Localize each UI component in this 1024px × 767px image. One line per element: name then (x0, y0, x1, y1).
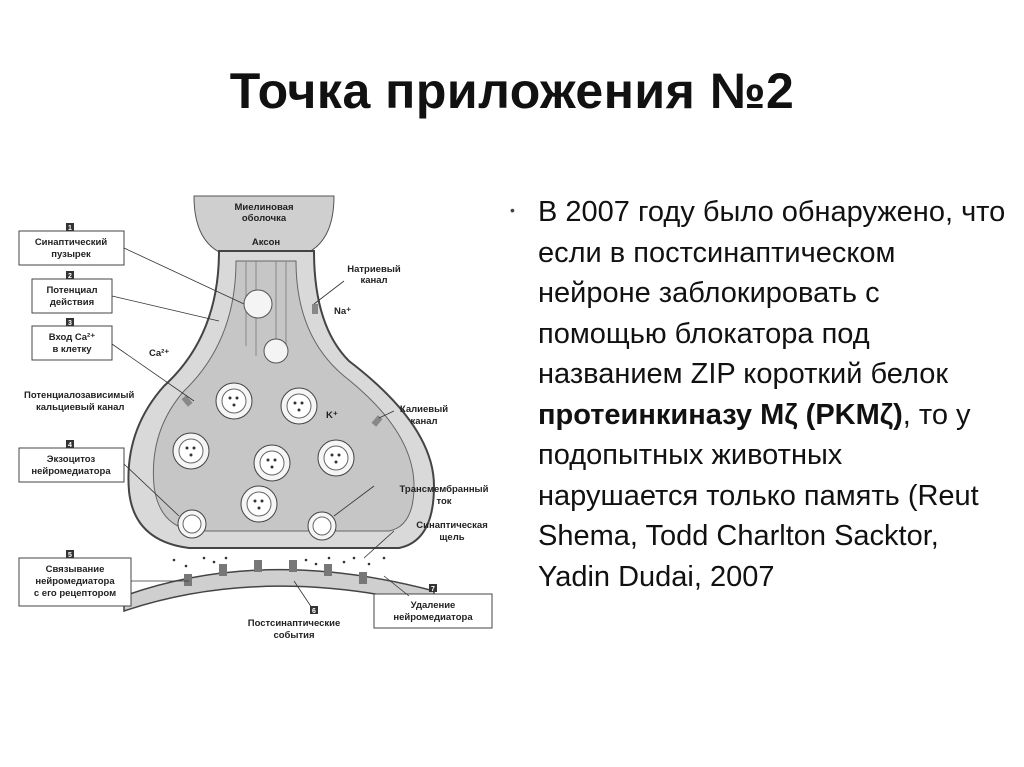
label-removal-2: нейромедиатора (393, 612, 473, 623)
label-post-1: Постсинаптические (247, 618, 341, 629)
bullet-text-part1: В 2007 году было обнаружено, что если в постсинаптическом нейроне заблокировать с помощью блокатора под названием ZIP короткий белок (538, 196, 1006, 390)
label-vesicle-2: пузырек (51, 249, 91, 260)
label-vgcc-2: кальциевый канал (36, 402, 125, 413)
step-3: 3 (68, 320, 72, 327)
label-post-2: события (273, 630, 315, 641)
bullet-marker: • (510, 202, 515, 218)
label-na: Na⁺ (334, 306, 352, 317)
label-ca-entry-2: в клетку (52, 344, 92, 355)
label-myelin-2: оболочка (241, 213, 287, 224)
label-cleft-1: Синаптическая (416, 520, 488, 531)
label-potassium-1: Калиевый (399, 404, 449, 415)
label-exo-1: Экзоцитоз (46, 454, 96, 465)
step-5: 5 (68, 552, 72, 559)
bullet-text-part2: , то у подопытных животных нарушается только память (Reut Shema, Todd Charlton Sacktor, Yadin Dudai, 2007 (538, 398, 979, 593)
label-potassium-2: канал (410, 416, 438, 427)
label-vgcc-1: Потенциалозависимый (24, 390, 135, 401)
label-ca-entry-1: Вход Ca²⁺ (48, 332, 96, 343)
synapse-diagram (14, 186, 504, 646)
label-k: K⁺ (326, 410, 338, 421)
label-cleft-2: щель (439, 532, 465, 543)
slide-title: Точка приложения №2 (229, 63, 795, 119)
label-exo-2: нейромедиатора (31, 466, 111, 477)
step-6: 6 (312, 608, 316, 615)
label-ca: Ca²⁺ (149, 348, 170, 359)
label-ap-2: действия (49, 297, 95, 308)
label-binding-3: с его рецептором (33, 588, 117, 599)
label-sodium-2: канал (360, 275, 388, 286)
label-removal-1: Удаление (410, 600, 456, 611)
bullet-text (538, 192, 1010, 597)
step-1: 1 (68, 225, 72, 232)
step-2: 2 (68, 273, 72, 280)
label-tm-2: ток (436, 496, 452, 507)
label-myelin-1: Миелиновая (234, 202, 294, 213)
label-binding-1: Связывание (45, 564, 105, 575)
bullet-text-bold: протеинкиназу Mζ (PKMζ) (538, 398, 903, 431)
label-binding-2: нейромедиатора (35, 576, 115, 587)
label-ap-1: Потенциал (46, 285, 98, 296)
label-sodium-1: Натриевый (347, 264, 401, 275)
bullet-item (510, 192, 1010, 597)
label-vesicle-1: Синаптический (34, 237, 108, 248)
step-7: 7 (431, 586, 435, 593)
label-axon: Аксон (251, 237, 281, 248)
step-4: 4 (68, 442, 72, 449)
label-tm-1: Трансмембранный (399, 484, 489, 495)
